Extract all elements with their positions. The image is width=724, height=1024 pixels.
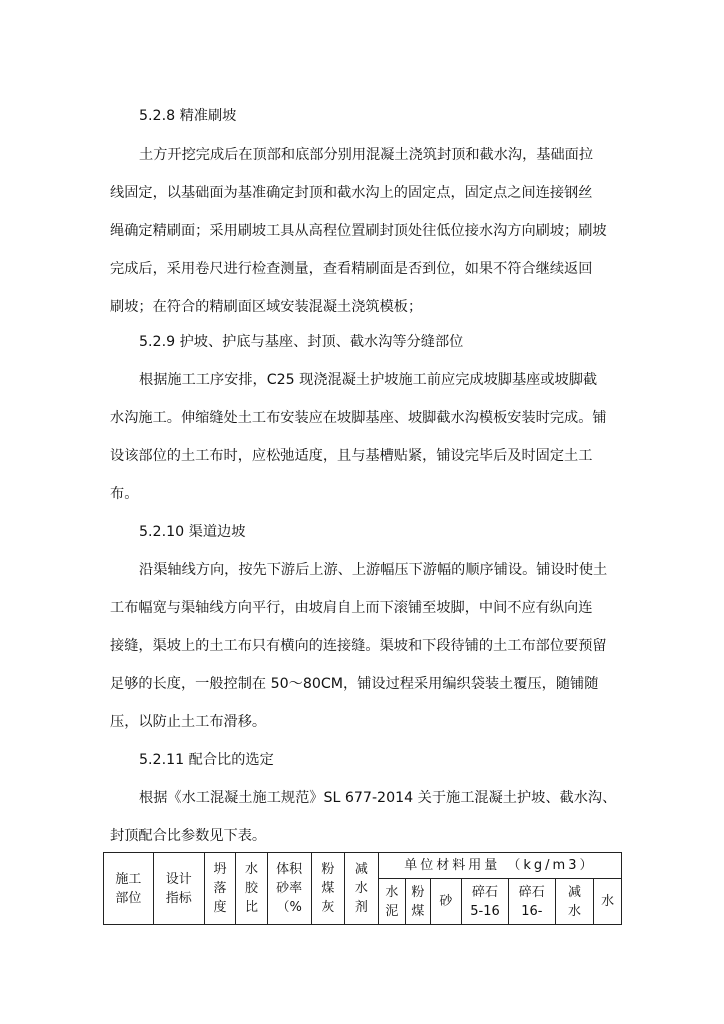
paragraph-line: 根据施工工序安排，C25 现浇混凝土护坡施工前应完成坡脚基座或坡脚截 (139, 372, 598, 388)
sub-header-reducer: 减 水 (555, 879, 594, 925)
col-header-sand-ratio: 体积 砂率 （% (267, 853, 311, 925)
paragraph-line: 设该部位的土工布时，应松弛适度，且与基槽贴紧，铺设完毕后及时固定土工 (110, 448, 593, 464)
mix-ratio-table (103, 852, 622, 925)
paragraph-line: 土方开挖完成后在顶部和底部分别用混凝土浇筑封顶和截水沟，基础面拉 (139, 147, 594, 163)
paragraph-line: 沿渠轴线方向，按先下游后上游、上游幅压下游幅的顺序铺设。铺设时使土 (139, 562, 608, 578)
paragraph-line: 绳确定精刷面；采用刷坡工具从高程位置刷封顶处往低位接水沟方向刷坡；刷坡 (110, 223, 607, 239)
section-heading-5-2-10: 5.2.10 渠道边坡 (139, 524, 246, 540)
section-heading-5-2-9: 5.2.9 护坡、护底与基座、封顶、截水沟等分缝部位 (139, 334, 464, 350)
paragraph-line: 接缝，渠坡上的土工布只有横向的连接缝。渠坡和下段待铺的土工布部位要预留 (110, 638, 607, 654)
paragraph-line: 封顶配合比参数见下表。 (110, 828, 267, 844)
col-header-design: 设计 指标 (153, 853, 204, 925)
section-heading-5-2-8: 5.2.8 精准刷坡 (139, 108, 237, 124)
paragraph-line: 完成后，采用卷尺进行检查测量，查看精刷面是否到位，如果不符合继续返回 (110, 261, 593, 277)
paragraph-line: 线固定，以基础面为基准确定封顶和截水沟上的固定点，固定点之间连接钢丝 (110, 185, 593, 201)
col-header-flyash: 粉 煤 灰 (311, 853, 345, 925)
col-header-reducer: 减 水 剂 (345, 853, 379, 925)
paragraph-line: 压，以防止土工布滑移。 (110, 714, 267, 730)
paragraph-line: 刷坡；在符合的精刷面区域安装混凝土浇筑模板； (110, 299, 423, 315)
paragraph-line: 水沟施工。伸缩缝处土工布安装应在坡脚基座、坡脚截水沟模板安装时完成。铺 (110, 410, 607, 426)
sub-header-flyash: 粉 煤 (406, 879, 430, 925)
section-heading-5-2-11: 5.2.11 配合比的选定 (139, 752, 274, 768)
sub-header-gravel-5-16: 碎石 5-16 (462, 879, 509, 925)
col-header-slump: 坍 落 度 (204, 853, 236, 925)
sub-header-water: 水 (594, 879, 622, 925)
col-header-unit-usage: 单位材料用量 （kg/m3） (378, 853, 621, 879)
sub-header-sand: 砂 (430, 879, 462, 925)
sub-header-cement: 水 泥 (378, 879, 405, 925)
paragraph-line: 足够的长度，一般控制在 50～80CM，铺设过程采用编织袋装土覆压，随铺随 (110, 676, 599, 692)
col-header-wc-ratio: 水 胶 比 (236, 853, 268, 925)
col-header-part: 施工 部位 (104, 853, 154, 925)
paragraph-line: 布。 (110, 486, 139, 502)
paragraph-line: 工布幅宽与渠轴线方向平行，由坡肩自上而下滚铺至坡脚，中间不应有纵向连 (110, 600, 593, 616)
sub-header-gravel-16: 碎石 16- (508, 879, 555, 925)
paragraph-line: 根据《水工混凝土施工规范》SL 677-2014 关于施工混凝土护坡、截水沟、 (139, 790, 617, 806)
